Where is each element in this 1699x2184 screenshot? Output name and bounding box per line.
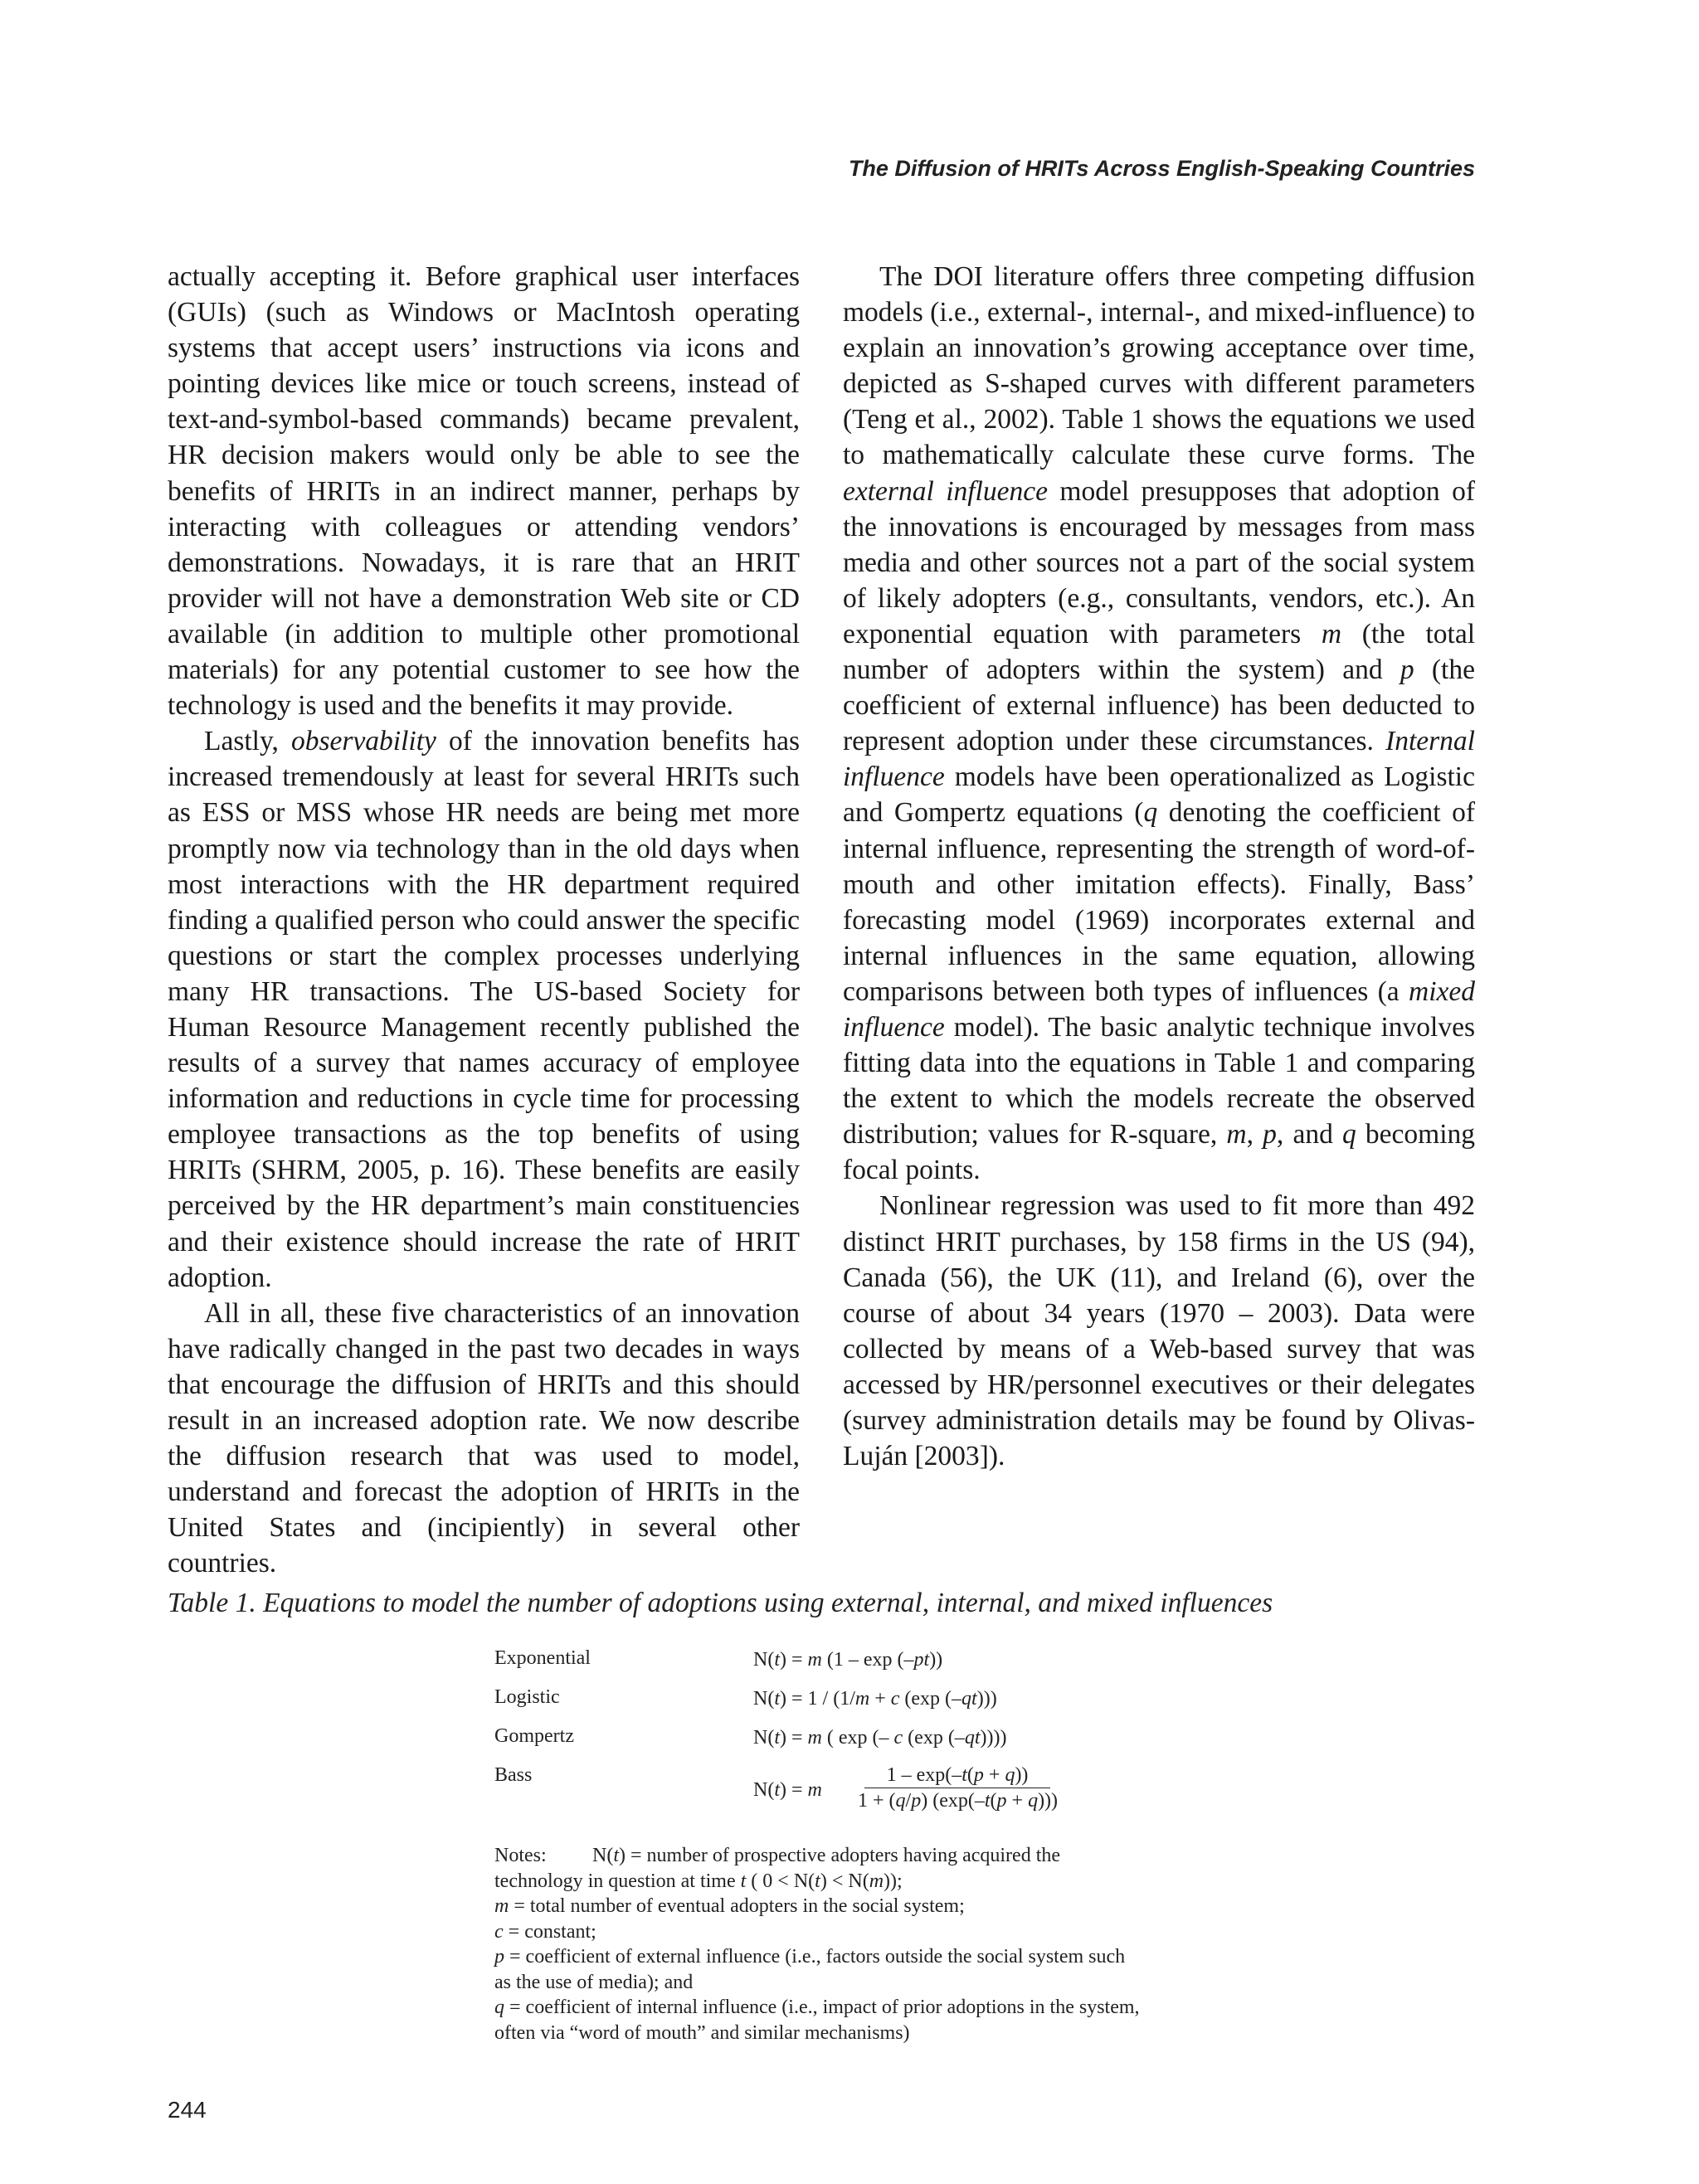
equation: N(t) = 1 / (1/m + c (exp (–qt))): [753, 1688, 997, 1710]
equation: N(t) = m (1 – exp (–pt)): [753, 1649, 943, 1671]
note-item: p = coefficient of external influence (i.e., factors outside the social system such as the use of media); and: [494, 1946, 1126, 1993]
model-name: Gompertz: [494, 1725, 574, 1747]
paragraph: actually accepting it. Before graphical user interfaces (GUIs) (such as Windows or MacIntosh operating systems that accept users’ instructions via icons and pointing devices like mice or touch screens, instead of text-and-symbol-based commands) became prevalent, HR decision makers would only be able to see the benefits of HRITs in an indirect manner, perhaps by interacting with colleagues or attending vendors’ demonstrations. Nowadays, it is rare that an HRIT provider will not have a demonstration Web site or CD available (in addition to multiple other promotional materials) for any potential customer to see how the technology is used and the benefits it may provide.: [168, 261, 800, 722]
paragraph: The DOI literature offers three competing diffusion models (i.e., external-, internal-, and mixed-influence) to explain an innovation’s growing acceptance over time, depicted as S-shaped curves with different parameters (Teng et al., 2002). Table 1 shows the equations we used to mathematically calculate these curve forms. The external influence model presupposes that adoption of the innovations is encouraged by messages from mass media and other sources not a part of the social system of likely adopters (e.g., consultants, vendors, etc.). An exponential equation with parameters m (the total number of adopters within the system) and p (the coefficient of external influence) has been deducted to represent adoption under these circumstances. Internal influence models have been operationalized as Logistic and Gompertz equations (q denoting the coefficient of internal influence, representing the strength of word-of-mouth and other imitation effects). Finally, Bass’ forecasting model (1969) incorporates external and internal influences in the same equation, allowing comparisons between both types of influences (a mixed influence model). The basic analytic technique involves fitting data into the equations in Table 1 and comparing the extent to which the models recreate the observed distribution; values for R-square, m, p, and q becoming focal points.: [843, 261, 1476, 1186]
model-name: Exponential: [494, 1647, 591, 1669]
equation-fraction: [858, 1764, 1057, 1812]
paragraph: Lastly, observability of the innovation benefits has increased tremendously at least for several HRITs such as ESS or MSS whose HR needs are being met more promptly now via technology than in the old days when most interactions with the HR department required finding a qualified person who could answer the specific questions or start the complex processes underlying many HR transactions. The US-based Society for Human Resource Management recently published the results of a survey that names accuracy of employee information and reductions in cycle time for processing employee transactions as the top benefits of using HRITs (SHRM, 2005, p. 16). These benefits are easily perceived by the HR department’s main constituencies and their existence should increase the rate of HRIT adoption.: [168, 726, 801, 1293]
table-caption: Table 1. Equations to model the number of adoptions using external, internal, and mixed influences: [168, 1588, 1273, 1618]
paragraph: All in all, these five characteristics of an innovation have radically changed in the past two decades in ways that encourage the diffusion of HRITs and this should result in an increased adoption rate. We now describe the diffusion research that was used to model, understand and forecast the adoption of HRITs in the United States and (incipiently) in several other countries.: [168, 1297, 800, 1579]
table-notes: [494, 1843, 1142, 2045]
fraction-denominator: 1 + (q/p) (exp(–t(p + q))): [858, 1790, 1059, 1812]
table-row-exponential: [494, 1647, 1175, 1686]
note-item: c = constant;: [494, 1920, 596, 1943]
fraction-numerator: 1 – exp(–t(p + q)): [864, 1764, 1050, 1788]
notes-label: Notes:: [494, 1845, 547, 1866]
page-number: 244: [168, 2097, 207, 2123]
right-column: [843, 259, 1475, 1474]
note-item: m = total number of eventual adopters in the social system;: [494, 1895, 965, 1917]
left-column: [168, 259, 800, 1581]
equations-table: [494, 1647, 1175, 1826]
note-item: q = coefficient of internal influence (i.e., impact of prior adoptions in the system, often via “word of mouth” and similar mechanisms): [494, 1997, 1140, 2044]
table-row-logistic: [494, 1686, 1175, 1725]
paragraph: Nonlinear regression was used to fit more than 492 distinct HRIT purchases, by 158 firms in the US (94), Canada (56), the UK (11), and Ireland (6), over the course of about 34 years (1970 – 2003). Data were collected by means of a Web-based survey that was accessed by HR/personnel executives or their delegates (survey administration details may be found by Olivas-Luján [2003]).: [843, 1190, 1475, 1472]
note-item: Notes: N(t) = number of prospective adopters having acquired the technology in question at time t ( 0 < N(t) < N(m));: [494, 1845, 1061, 1892]
equation-lhs: N(t) = m: [753, 1779, 822, 1801]
table-row-gompertz: [494, 1725, 1175, 1764]
table-row-bass: [494, 1764, 1175, 1826]
equation: N(t) = m ( exp (– c (exp (–qt)))): [753, 1727, 1007, 1749]
running-header: The Diffusion of HRITs Across English-Speaking Countries: [848, 156, 1475, 181]
model-name: Logistic: [494, 1686, 560, 1708]
model-name: Bass: [494, 1764, 533, 1786]
